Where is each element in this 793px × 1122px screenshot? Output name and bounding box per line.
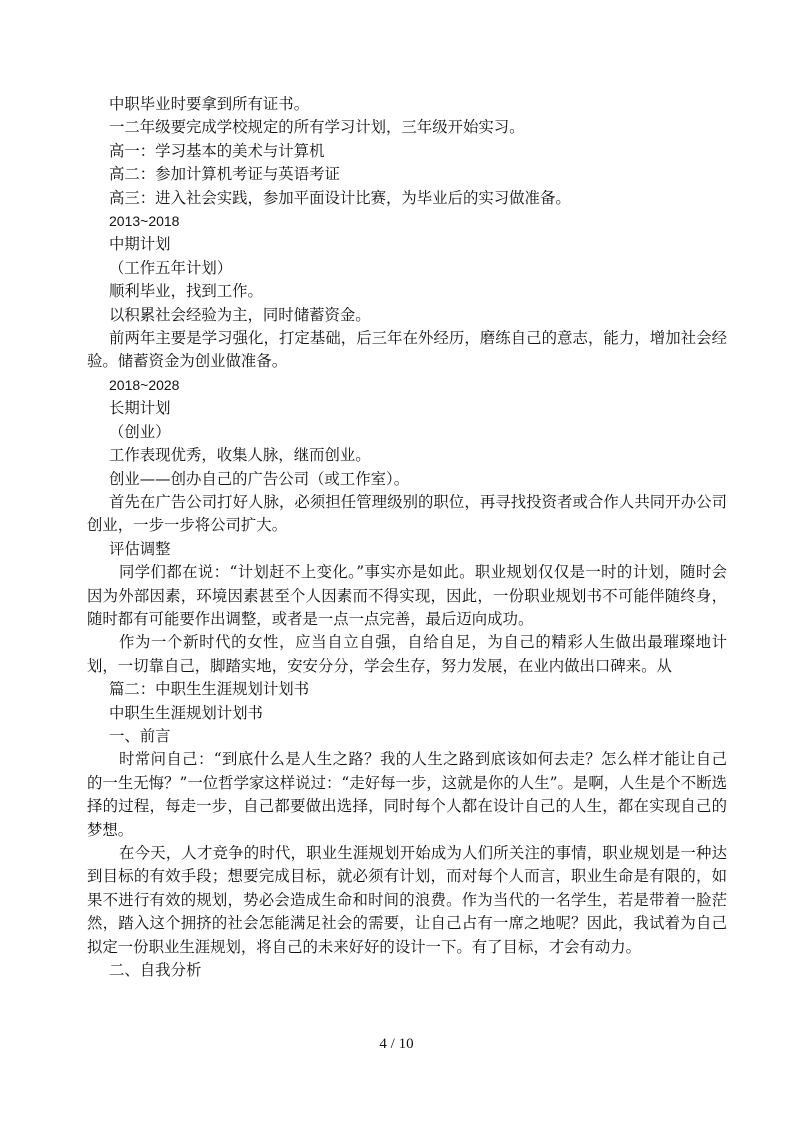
document-title: 中职生生涯规划计划书 xyxy=(109,703,263,722)
paragraph: 一二年级要完成学校规定的所有学习计划，三年级开始实习。 xyxy=(109,118,525,137)
paragraph: （工作五年计划） xyxy=(109,258,233,277)
page-number: 4 / 10 xyxy=(379,1036,414,1052)
paragraph: 高一：学习基本的美术与计算机 xyxy=(109,141,325,160)
paragraph: 顺利毕业，找到工作。 xyxy=(109,282,263,301)
section-heading: 篇二：中职生生涯规划计划书 xyxy=(109,680,310,699)
year-range: 2018~2028 xyxy=(109,376,180,393)
paragraph: 时常问自己：“到底什么是人生之路？我的人生之路到底该如何去走？怎么样才能让自己的一生无悔？”一位哲学家这样说过：“走好每一步，这就是你的人生”。是啊，人生是个不断选择的过程，每走一步，自己都要做出选择，同时每个人都在设计自己的人生，都在实现自己的梦想。 xyxy=(87,750,727,839)
paragraph: 工作表现优秀，收集人脉，继而创业。 xyxy=(109,446,371,465)
section-heading: 一、前言 xyxy=(109,726,171,745)
paragraph: 以积累社会经验为主，同时储蓄资金。 xyxy=(109,305,371,324)
section-heading: 评估调整 xyxy=(109,539,171,558)
year-range: 2013~2018 xyxy=(109,213,180,230)
paragraph: 在今天，人才竞争的时代，职业生涯规划开始成为人们所关注的事情，职业规划是一种达到目标的有效手段；想要完成目标，就必须有计划，而对每个人而言，职业生命是有限的，如果不进行有效的规划，势必会造成生命和时间的浪费。作为当代的一名学生，若是带着一脸茫然，踏入这个拥挤的社会怎能满足社会的需要，让自己占有一席之地呢？因此，我试着为自己拟定一份职业生涯规划，将自己的未来好好的设计一下。有了目标，才会有动力。 xyxy=(87,844,727,956)
section-heading: 二、自我分析 xyxy=(109,961,202,980)
section-heading: 长期计划 xyxy=(109,399,171,418)
document-body xyxy=(87,93,727,982)
paragraph: 作为一个新时代的女性，应当自立自强，自给自足，为自己的精彩人生做出最璀璨地计划，一切靠自己，脚踏实地，安安分分，学会生存，努力发展，在业内做出口碑来。从 xyxy=(87,633,727,675)
paragraph: 首先在广告公司打好人脉，必须担任管理级别的职位，再寻找投资者或合作人共同开办公司创业，一步一步将公司扩大。 xyxy=(87,492,727,535)
paragraph: 高二：参加计算机考证与英语考证 xyxy=(109,165,340,184)
paragraph: （创业） xyxy=(109,422,171,441)
paragraph: 前两年主要是学习强化，打定基础，后三年在外经历，磨练自己的意志，能力，增加社会经验。储蓄资金为创业做准备。 xyxy=(87,329,727,371)
paragraph: 中职毕业时要拿到所有证书。 xyxy=(109,95,310,113)
paragraph: 同学们都在说：“计划赶不上变化。”事实亦是如此。职业规划仅仅是一时的计划，随时会因为外部因素，环境因素甚至个人因素而不得实现，因此，一份职业规划书不可能伴随终身，随时都有可能要作出调整，或者是一点一点完善，最后迈向成功。 xyxy=(87,563,727,628)
section-heading: 中期计划 xyxy=(109,235,171,254)
paragraph: 高三：进入社会实践，参加平面设计比赛，为毕业后的实习做准备。 xyxy=(109,188,571,207)
paragraph: 创业——创办自己的广告公司（或工作室）。 xyxy=(109,469,410,488)
